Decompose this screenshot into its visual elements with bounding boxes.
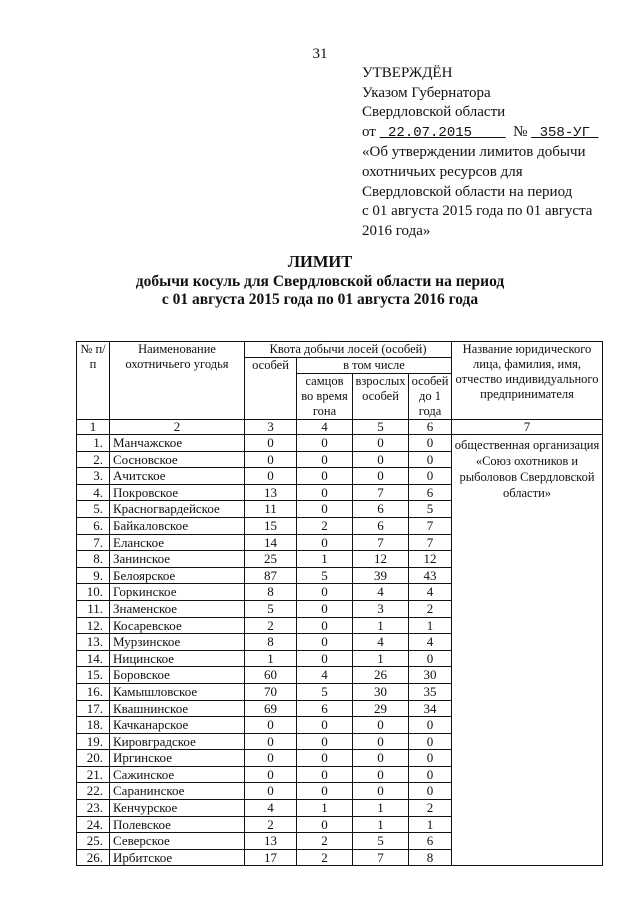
col-number: 5 bbox=[353, 420, 409, 435]
young-quota: 0 bbox=[409, 650, 452, 667]
males-quota: 0 bbox=[297, 717, 353, 734]
males-quota: 0 bbox=[297, 766, 353, 783]
adults-quota: 12 bbox=[353, 551, 409, 568]
organization-name: общественная организация «Союз охотников и рыболовов Свердловской области» bbox=[452, 435, 603, 866]
total-quota: 0 bbox=[245, 750, 297, 767]
males-quota: 2 bbox=[297, 517, 353, 534]
adults-quota: 0 bbox=[353, 733, 409, 750]
col-number: 3 bbox=[245, 420, 297, 435]
total-quota: 15 bbox=[245, 517, 297, 534]
young-quota: 2 bbox=[409, 600, 452, 617]
total-quota: 0 bbox=[245, 733, 297, 750]
row-number: 19. bbox=[77, 733, 110, 750]
young-quota: 1 bbox=[409, 617, 452, 634]
col-number: 7 bbox=[452, 420, 603, 435]
ground-name: Мурзинское bbox=[110, 634, 245, 651]
ground-name: Ницинское bbox=[110, 650, 245, 667]
total-quota: 0 bbox=[245, 451, 297, 468]
approval-line-2: Свердловской области bbox=[362, 104, 506, 121]
adults-quota: 6 bbox=[353, 501, 409, 518]
adults-quota: 3 bbox=[353, 600, 409, 617]
row-number: 21. bbox=[77, 766, 110, 783]
adults-quota: 7 bbox=[353, 849, 409, 866]
young-quota: 0 bbox=[409, 766, 452, 783]
total-quota: 13 bbox=[245, 484, 297, 501]
ground-name: Манчажское bbox=[110, 435, 245, 452]
total-quota: 14 bbox=[245, 534, 297, 551]
row-number: 4. bbox=[77, 484, 110, 501]
header-num: № п/п bbox=[77, 342, 110, 420]
adults-quota: 7 bbox=[353, 534, 409, 551]
total-quota: 69 bbox=[245, 700, 297, 717]
subject-line-5: 2016 года» bbox=[362, 222, 431, 239]
adults-quota: 6 bbox=[353, 517, 409, 534]
young-quota: 6 bbox=[409, 833, 452, 850]
subject-line-1: «Об утверждении лимитов добычи bbox=[362, 144, 586, 161]
subject-line-3: Свердловской области на период bbox=[362, 183, 573, 200]
header-males: самцов во время гона bbox=[297, 374, 353, 420]
number-prefix: № bbox=[513, 123, 528, 140]
row-number: 3. bbox=[77, 468, 110, 485]
young-quota: 0 bbox=[409, 717, 452, 734]
row-number: 12. bbox=[77, 617, 110, 634]
ground-name: Кенчурское bbox=[110, 800, 245, 817]
ground-name: Северское bbox=[110, 833, 245, 850]
decree-date: 22.07.2015 bbox=[388, 124, 473, 141]
adults-quota: 4 bbox=[353, 584, 409, 601]
young-quota: 4 bbox=[409, 634, 452, 651]
col-number: 6 bbox=[409, 420, 452, 435]
young-quota: 5 bbox=[409, 501, 452, 518]
males-quota: 0 bbox=[297, 534, 353, 551]
males-quota: 0 bbox=[297, 584, 353, 601]
total-quota: 17 bbox=[245, 849, 297, 866]
young-quota: 7 bbox=[409, 517, 452, 534]
row-number: 5. bbox=[77, 501, 110, 518]
page-number: 31 bbox=[312, 46, 328, 62]
young-quota: 0 bbox=[409, 733, 452, 750]
approval-date-line bbox=[362, 123, 624, 144]
young-quota: 0 bbox=[409, 468, 452, 485]
adults-quota: 29 bbox=[353, 700, 409, 717]
young-quota: 0 bbox=[409, 435, 452, 452]
header-quota: Квота добычи лосей (особей) bbox=[245, 342, 452, 358]
adults-quota: 1 bbox=[353, 617, 409, 634]
total-quota: 0 bbox=[245, 468, 297, 485]
ground-name: Занинское bbox=[110, 551, 245, 568]
doc-subtitle-1: добычи косуль для Свердловской области на период bbox=[135, 273, 505, 290]
young-quota: 30 bbox=[409, 667, 452, 684]
doc-subtitle-2: с 01 августа 2015 года по 01 августа 2016 года bbox=[161, 291, 479, 308]
approval-block bbox=[362, 64, 624, 241]
ground-name: Иргинское bbox=[110, 750, 245, 767]
total-quota: 11 bbox=[245, 501, 297, 518]
males-quota: 0 bbox=[297, 468, 353, 485]
ground-name: Квашнинское bbox=[110, 700, 245, 717]
males-quota: 0 bbox=[297, 484, 353, 501]
young-quota: 1 bbox=[409, 816, 452, 833]
decree-number: 358-УГ bbox=[539, 124, 591, 141]
row-number: 15. bbox=[77, 667, 110, 684]
males-quota: 0 bbox=[297, 634, 353, 651]
adults-quota: 7 bbox=[353, 484, 409, 501]
ground-name: Кировградское bbox=[110, 733, 245, 750]
row-number: 25. bbox=[77, 833, 110, 850]
col-number: 4 bbox=[297, 420, 353, 435]
ground-name: Белоярское bbox=[110, 567, 245, 584]
header-individuals: особей bbox=[245, 358, 297, 420]
total-quota: 8 bbox=[245, 584, 297, 601]
ground-name: Знаменское bbox=[110, 600, 245, 617]
subject-line-4: с 01 августа 2015 года по 01 августа bbox=[362, 203, 593, 220]
males-quota: 1 bbox=[297, 551, 353, 568]
males-quota: 0 bbox=[297, 650, 353, 667]
males-quota: 0 bbox=[297, 783, 353, 800]
col-number: 2 bbox=[110, 420, 245, 435]
males-quota: 6 bbox=[297, 700, 353, 717]
ground-name: Красногвардейское bbox=[110, 501, 245, 518]
males-quota: 0 bbox=[297, 451, 353, 468]
males-quota: 5 bbox=[297, 683, 353, 700]
total-quota: 4 bbox=[245, 800, 297, 817]
males-quota: 5 bbox=[297, 567, 353, 584]
total-quota: 2 bbox=[245, 617, 297, 634]
young-quota: 4 bbox=[409, 584, 452, 601]
ground-name: Ирбитское bbox=[110, 849, 245, 866]
header-including: в том числе bbox=[297, 358, 452, 374]
ground-name: Еланское bbox=[110, 534, 245, 551]
approved-label: УТВЕРЖДЁН bbox=[362, 65, 453, 81]
males-quota: 0 bbox=[297, 501, 353, 518]
adults-quota: 30 bbox=[353, 683, 409, 700]
ground-name: Боровское bbox=[110, 667, 245, 684]
young-quota: 43 bbox=[409, 567, 452, 584]
subject-line-2: охотничьих ресурсов для bbox=[362, 163, 523, 180]
males-quota: 4 bbox=[297, 667, 353, 684]
row-number: 26. bbox=[77, 849, 110, 866]
total-quota: 2 bbox=[245, 816, 297, 833]
row-number: 9. bbox=[77, 567, 110, 584]
row-number: 17. bbox=[77, 700, 110, 717]
males-quota: 1 bbox=[297, 800, 353, 817]
row-number: 6. bbox=[77, 517, 110, 534]
ground-name: Косаревское bbox=[110, 617, 245, 634]
total-quota: 70 bbox=[245, 683, 297, 700]
adults-quota: 0 bbox=[353, 750, 409, 767]
adults-quota: 0 bbox=[353, 766, 409, 783]
young-quota: 7 bbox=[409, 534, 452, 551]
young-quota: 2 bbox=[409, 800, 452, 817]
adults-quota: 26 bbox=[353, 667, 409, 684]
adults-quota: 1 bbox=[353, 800, 409, 817]
young-quota: 0 bbox=[409, 451, 452, 468]
row-number: 24. bbox=[77, 816, 110, 833]
males-quota: 2 bbox=[297, 849, 353, 866]
young-quota: 6 bbox=[409, 484, 452, 501]
row-number: 7. bbox=[77, 534, 110, 551]
ground-name: Покровское bbox=[110, 484, 245, 501]
column-number-row bbox=[77, 420, 603, 435]
adults-quota: 5 bbox=[353, 833, 409, 850]
young-quota: 0 bbox=[409, 783, 452, 800]
ground-name: Камышловское bbox=[110, 683, 245, 700]
young-quota: 35 bbox=[409, 683, 452, 700]
row-number: 20. bbox=[77, 750, 110, 767]
row-number: 10. bbox=[77, 584, 110, 601]
ground-name: Качканарское bbox=[110, 717, 245, 734]
row-number: 14. bbox=[77, 650, 110, 667]
total-quota: 25 bbox=[245, 551, 297, 568]
adults-quota: 1 bbox=[353, 650, 409, 667]
males-quota: 0 bbox=[297, 733, 353, 750]
total-quota: 1 bbox=[245, 650, 297, 667]
ground-name: Саранинское bbox=[110, 783, 245, 800]
young-quota: 12 bbox=[409, 551, 452, 568]
date-prefix: от bbox=[362, 123, 376, 140]
row-number: 2. bbox=[77, 451, 110, 468]
total-quota: 5 bbox=[245, 600, 297, 617]
young-quota: 34 bbox=[409, 700, 452, 717]
adults-quota: 0 bbox=[353, 435, 409, 452]
limit-table bbox=[76, 341, 603, 866]
adults-quota: 0 bbox=[353, 451, 409, 468]
row-number: 1. bbox=[77, 435, 110, 452]
row-number: 18. bbox=[77, 717, 110, 734]
total-quota: 0 bbox=[245, 766, 297, 783]
ground-name: Горкинское bbox=[110, 584, 245, 601]
row-number: 11. bbox=[77, 600, 110, 617]
total-quota: 13 bbox=[245, 833, 297, 850]
adults-quota: 0 bbox=[353, 468, 409, 485]
header-young: особей до 1 года bbox=[409, 374, 452, 420]
males-quota: 0 bbox=[297, 816, 353, 833]
ground-name: Ачитское bbox=[110, 468, 245, 485]
adults-quota: 39 bbox=[353, 567, 409, 584]
males-quota: 0 bbox=[297, 750, 353, 767]
total-quota: 0 bbox=[245, 783, 297, 800]
ground-name: Сосновское bbox=[110, 451, 245, 468]
ground-name: Сажинское bbox=[110, 766, 245, 783]
adults-quota: 1 bbox=[353, 816, 409, 833]
approval-line-1: Указом Губернатора bbox=[362, 84, 491, 101]
total-quota: 87 bbox=[245, 567, 297, 584]
young-quota: 0 bbox=[409, 750, 452, 767]
adults-quota: 4 bbox=[353, 634, 409, 651]
males-quota: 0 bbox=[297, 600, 353, 617]
males-quota: 0 bbox=[297, 435, 353, 452]
young-quota: 8 bbox=[409, 849, 452, 866]
col-number: 1 bbox=[77, 420, 110, 435]
total-quota: 0 bbox=[245, 717, 297, 734]
males-quota: 2 bbox=[297, 833, 353, 850]
header-org: Название юридического лица, фамилия, имя, отчество индивидуального предпринимателя bbox=[452, 342, 603, 420]
total-quota: 8 bbox=[245, 634, 297, 651]
row-number: 16. bbox=[77, 683, 110, 700]
row-number: 23. bbox=[77, 800, 110, 817]
ground-name: Полевское bbox=[110, 816, 245, 833]
doc-title: ЛИМИТ bbox=[287, 252, 353, 271]
table-row bbox=[77, 435, 603, 452]
row-number: 22. bbox=[77, 783, 110, 800]
header-adults: взрослых особей bbox=[353, 374, 409, 420]
adults-quota: 0 bbox=[353, 717, 409, 734]
males-quota: 0 bbox=[297, 617, 353, 634]
adults-quota: 0 bbox=[353, 783, 409, 800]
total-quota: 60 bbox=[245, 667, 297, 684]
ground-name: Байкаловское bbox=[110, 517, 245, 534]
total-quota: 0 bbox=[245, 435, 297, 452]
row-number: 13. bbox=[77, 634, 110, 651]
header-name: Наименование охотничьего угодья bbox=[110, 342, 245, 420]
row-number: 8. bbox=[77, 551, 110, 568]
